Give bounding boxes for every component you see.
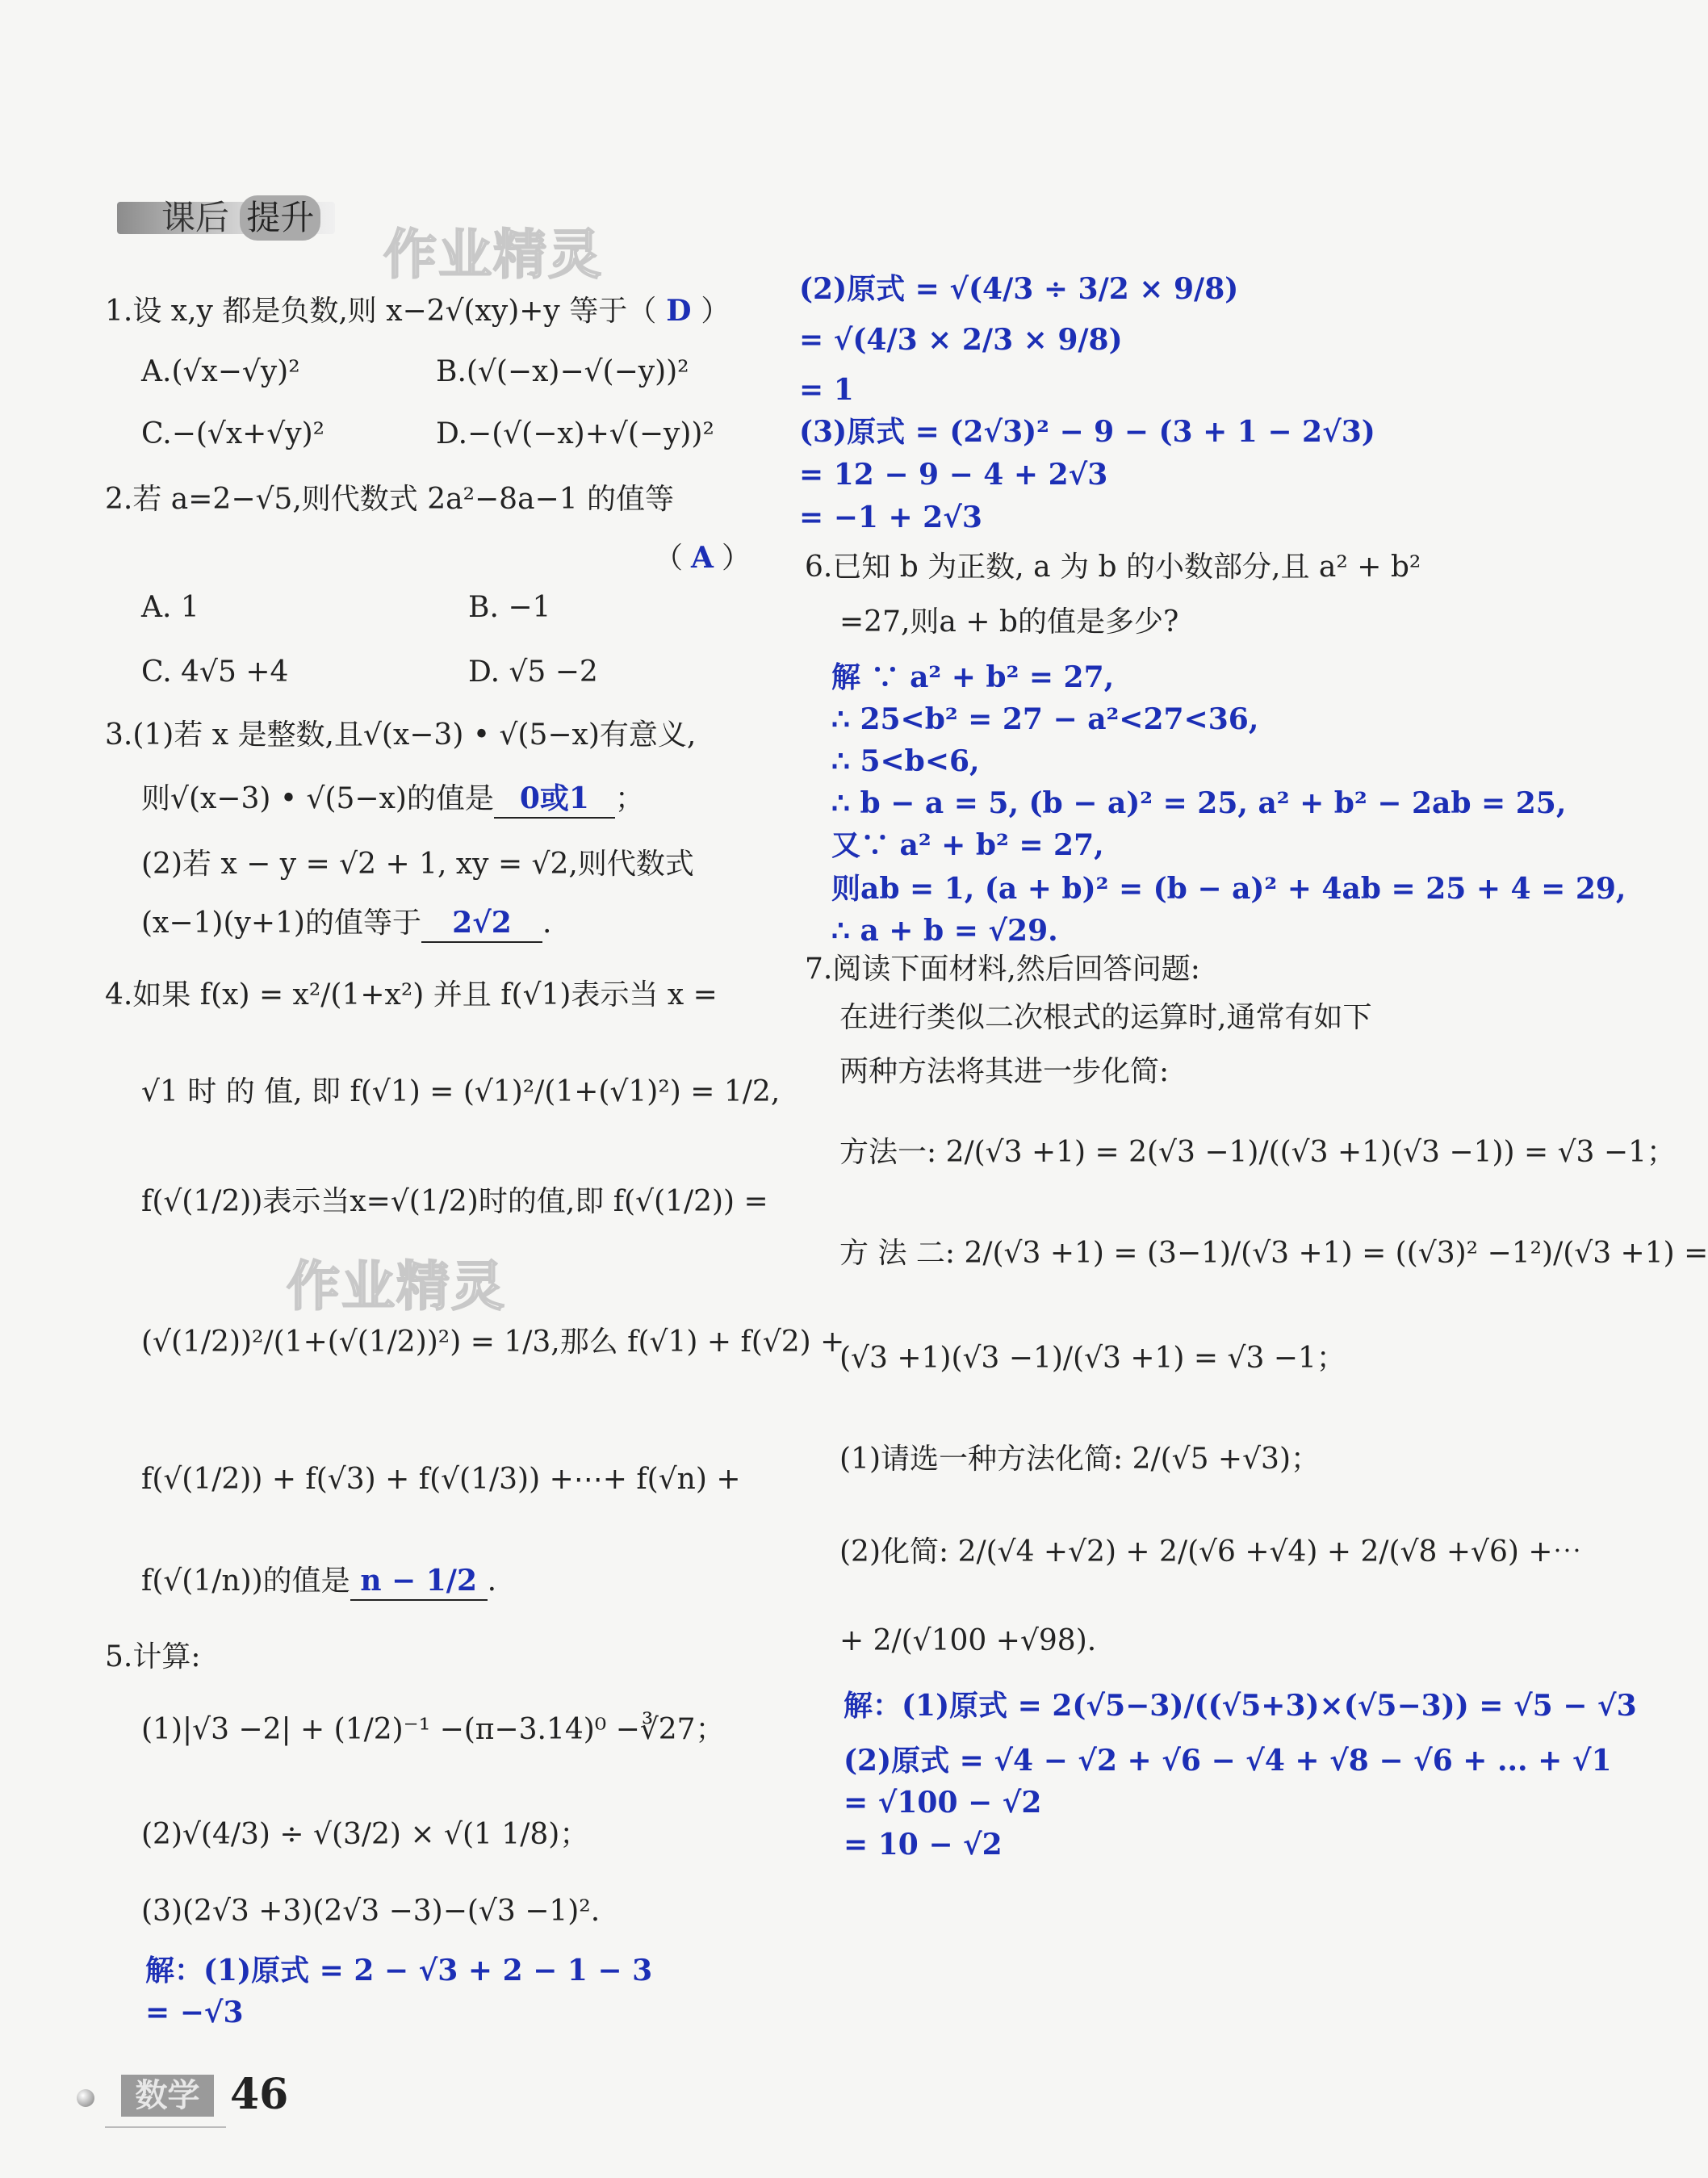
q7-sol-2: (2)原式 = √4 − √2 + √6 − √4 + √8 − √6 + ... + √1: [844, 1744, 1612, 1778]
q6-sol-3: ∴ 5<b<6,: [831, 744, 980, 778]
q2-option-c: C. 4√5 +4: [141, 655, 289, 689]
q7-part2-cont: + 2/(√100 +√98).: [839, 1624, 1097, 1657]
q1-option-a: A.(√x−√y)²: [141, 355, 300, 388]
q5-cont-l3: = 1: [799, 373, 854, 407]
q7-method2-cont: (√3 +1)(√3 −1)/(√3 +1) = √3 −1；: [839, 1342, 1346, 1375]
q7-line3: 两种方法将其进一步化简:: [839, 1055, 1170, 1088]
q7-sol-3: = √100 − √2: [844, 1786, 1042, 1820]
q2-option-b: B. −1: [468, 591, 551, 624]
watermark-mid: 作业精灵: [287, 1255, 506, 1317]
q4-answer: n − 1/2: [350, 1562, 488, 1601]
q1-option-d: D.−(√(−x)+√(−y))²: [436, 417, 714, 450]
q2-answer: A: [691, 541, 714, 575]
q3-line3: (2)若 x − y = √2 + 1, xy = √2,则代数式: [141, 848, 694, 881]
q7-line1: 7.阅读下面材料,然后回答问题:: [805, 953, 1200, 986]
q1-option-c: C.−(√x+√y)²: [141, 417, 325, 450]
q6-sol-2: ∴ 25<b² = 27 − a²<27<36,: [831, 702, 1259, 736]
q1-stem: 1.设 x,y 都是负数,则 x−2√(xy)+y 等于（ D ）: [105, 294, 731, 328]
section-banner: [117, 184, 347, 249]
subject-label: 数学: [121, 2075, 214, 2117]
q6-sol-4: ∴ b − a = 5, (b − a)² = 25, a² + b² − 2ab = 25,: [831, 786, 1567, 820]
q5-part1: (1)|√3 −2| + (1/2)⁻¹ −(π−3.14)⁰ −∛27；: [141, 1713, 725, 1746]
q7-line2: 在进行类似二次根式的运算时,通常有如下: [839, 1001, 1372, 1034]
banner-part1: 课后: [161, 198, 230, 237]
q5-solution-1: 解：(1)原式 = 2 − √3 + 2 − 1 − 3: [145, 1954, 653, 1987]
q6-sol-6: 则ab = 1, (a + b)² = (b − a)² + 4ab = 25 + 4 = 29,: [831, 872, 1626, 906]
q2-option-a: A. 1: [141, 591, 199, 624]
q6-sol-5: 又∵ a² + b² = 27,: [831, 828, 1104, 862]
q2-option-d: D. √5 −2: [468, 655, 598, 689]
q4-line4: (√(1/2))²/(1+(√(1/2))²) = 1/3,那么 f(√1) + f(√2) +: [141, 1326, 845, 1359]
q2-answer-line: （ A ）: [654, 541, 751, 575]
q2-stem: 2.若 a=2−√5,则代数式 2a²−8a−1 的值等: [105, 483, 675, 516]
q1-answer: D: [666, 294, 692, 328]
footer-ball-icon: [77, 2089, 94, 2107]
q5-cont-l5: = 12 − 9 − 4 + 2√3: [799, 458, 1108, 492]
watermark-top: 作业精灵: [383, 224, 603, 286]
q1-option-b: B.(√(−x)−√(−y))²: [436, 355, 689, 388]
q7-part2: (2)化简: 2/(√4 +√2) + 2/(√6 +√4) + 2/(√8 +√6) +⋯: [839, 1535, 1582, 1569]
q7-method2: 方 法 二: 2/(√3 +1) = (3−1)/(√3 +1) = ((√3)² −1²)/(√3 +1) =: [839, 1237, 1708, 1270]
banner-title: [161, 195, 320, 241]
q6-sol-7: ∴ a + b = √29.: [831, 914, 1058, 948]
q5-cont-l6: = −1 + 2√3: [799, 501, 982, 534]
q4-line6: f(√(1/n))的值是 n − 1/2 .: [141, 1562, 496, 1601]
q7-sol-1: 解：(1)原式 = 2(√5−3)/((√5+3)×(√5−3)) = √5 − √3: [844, 1689, 1637, 1723]
q5-cont-l4: (3)原式 = (2√3)² − 9 − (3 + 1 − 2√3): [799, 415, 1375, 449]
q3-answer2: 2√2: [421, 904, 542, 943]
q7-part1: (1)请选一种方法化简: 2/(√5 +√3)；: [839, 1443, 1320, 1476]
footer-rule: [105, 2126, 226, 2128]
q3-line4: (x−1)(y+1)的值等于 2√2 .: [141, 904, 551, 943]
q5-solution-2: = −√3: [145, 1996, 244, 2029]
q3-answer1: 0或1: [494, 780, 615, 819]
banner-part2: 提升: [240, 195, 320, 241]
q3-line2: 则√(x−3) • √(5−x)的值是 0或1 ；: [141, 780, 644, 819]
q4-line3: f(√(1/2))表示当x=√(1/2)时的值,即 f(√(1/2)) =: [141, 1185, 768, 1218]
q5-cont-l1: (2)原式 = √(4/3 ÷ 3/2 × 9/8): [799, 272, 1239, 306]
page-footer: [77, 2067, 319, 2123]
q4-line2: √1 时 的 值, 即 f(√1) = (√1)²/(1+(√1)²) = 1/2,: [141, 1075, 781, 1108]
q5-cont-l2: = √(4/3 × 2/3 × 9/8): [799, 323, 1123, 357]
q3-line1: 3.(1)若 x 是整数,且√(x−3) • √(5−x)有意义,: [105, 718, 697, 752]
q7-method1: 方法一: 2/(√3 +1) = 2(√3 −1)/((√3 +1)(√3 −1)) = √3 −1；: [839, 1136, 1676, 1169]
page-number: 46: [230, 2070, 289, 2119]
q5-part3: (3)(2√3 +3)(2√3 −3)−(√3 −1)².: [141, 1895, 601, 1928]
q4-line1: 4.如果 f(x) = x²/(1+x²) 并且 f(√1)表示当 x =: [105, 978, 718, 1012]
q6-line1: 6.已知 b 为正数, a 为 b 的小数部分,且 a² + b²: [805, 551, 1421, 584]
q5-part2: (2)√(4/3) ÷ √(3/2) × √(1 1/8)；: [141, 1818, 589, 1851]
q6-line2: =27,则a + b的值是多少?: [839, 605, 1179, 639]
q6-sol-1: 解 ∵ a² + b² = 27,: [831, 660, 1115, 694]
q4-line5: f(√(1/2)) + f(√3) + f(√(1/3)) +⋯+ f(√n) +: [141, 1463, 741, 1496]
q5-title: 5.计算:: [105, 1640, 201, 1673]
q7-sol-4: = 10 − √2: [844, 1828, 1003, 1862]
